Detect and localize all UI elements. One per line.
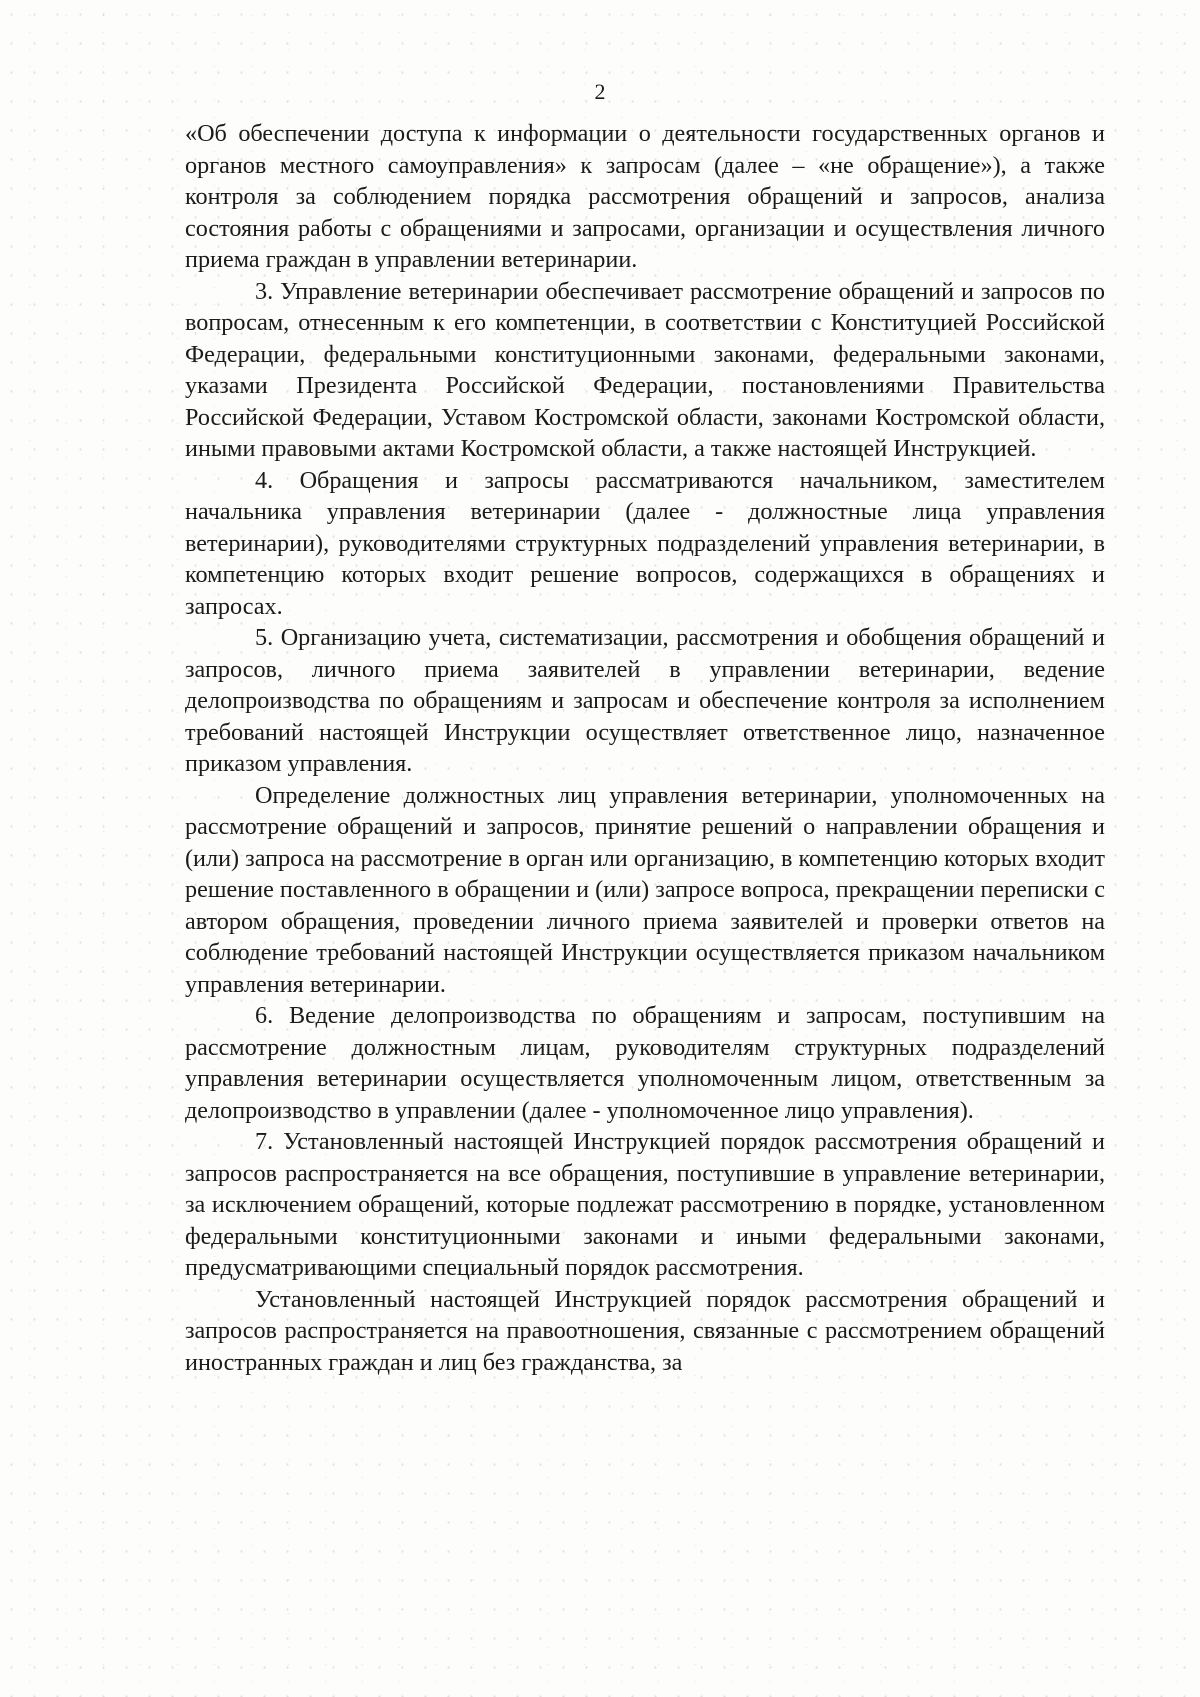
paragraph-4: 4. Обращения и запросы рассматриваются начальником, заместителем начальника управления ветеринарии (далее - должностные лица управления ветеринарии), руководителями структурных подразделений управления ветеринарии, в компетенцию которых входит решение вопросов, содержащихся в обращениях и запросах. bbox=[185, 466, 1105, 620]
page-number: 2 bbox=[594, 79, 606, 104]
paragraph-3: 3. Управление ветеринарии обеспечивает рассмотрение обращений и запросов по вопросам, отнесенным к его компетенции, в соответствии с Конституцией Российской Федерации, федеральными конституционными законами, федеральными законами, указами Президента Российской Федерации, постановлениями Правительства Российской Федерации, Уставом Костромской области, законами Костромской области, иными правовыми актами Костромской области, а также настоящей Инструкцией. bbox=[185, 277, 1105, 462]
paragraph-5: 5. Организацию учета, систематизации, рассмотрения и обобщения обращений и запросов, личного приема заявителей в управлении ветеринарии, ведение делопроизводства по обращениям и запросам и обеспечение контроля за исполнением требований настоящей Инструкции осуществляет ответственное лицо, назначенное приказом управления. bbox=[185, 624, 1105, 777]
document-body bbox=[185, 118, 1105, 1378]
paragraph-7: 7. Установленный настоящей Инструкцией порядок рассмотрения обращений и запросов распространяется на все обращения, поступившие в управление ветеринарии, за исключением обращений, которые подлежат рассмотрению в порядке, установленном федеральными конституционными законами и иными федеральными законами, предусматривающими специальный порядок рассмотрения. bbox=[185, 1128, 1105, 1281]
paragraph-5-continued: Определение должностных лиц управления ветеринарии, уполномоченных на рассмотрение обращений и запросов, принятие решений о направлении обращения и (или) запроса на рассмотрение в орган или организацию, в компетенцию которых входит решение поставленного в обращении и (или) запросе вопроса, прекращении переписки с автором обращения, проведении личного приема заявителей и проверки ответов на соблюдение требований настоящей Инструкции осуществляется приказом начальником управления ветеринарии. bbox=[185, 781, 1105, 998]
paragraph-7-continued: Установленный настоящей Инструкцией порядок рассмотрения обращений и запросов распространяется на правоотношения, связанные с рассмотрением обращений иностранных граждан и лиц без гражданства, за bbox=[185, 1285, 1105, 1376]
paragraph-continuation: «Об обеспечении доступа к информации о деятельности государственных органов и органов местного самоуправления» к запросам (далее – «не обращение»), а также контроля за соблюдением порядка рассмотрения обращений и запросов, анализа состояния работы с обращениями и запросами, организации и осуществления личного приема граждан в управлении ветеринарии. bbox=[185, 120, 1105, 273]
paragraph-6: 6. Ведение делопроизводства по обращениям и запросам, поступившим на рассмотрение должностным лицам, руководителям структурных подразделений управления ветеринарии осуществляется уполномоченным лицом, ответственным за делопроизводство в управлении (далее - уполномоченное лицо управления). bbox=[185, 1002, 1105, 1124]
